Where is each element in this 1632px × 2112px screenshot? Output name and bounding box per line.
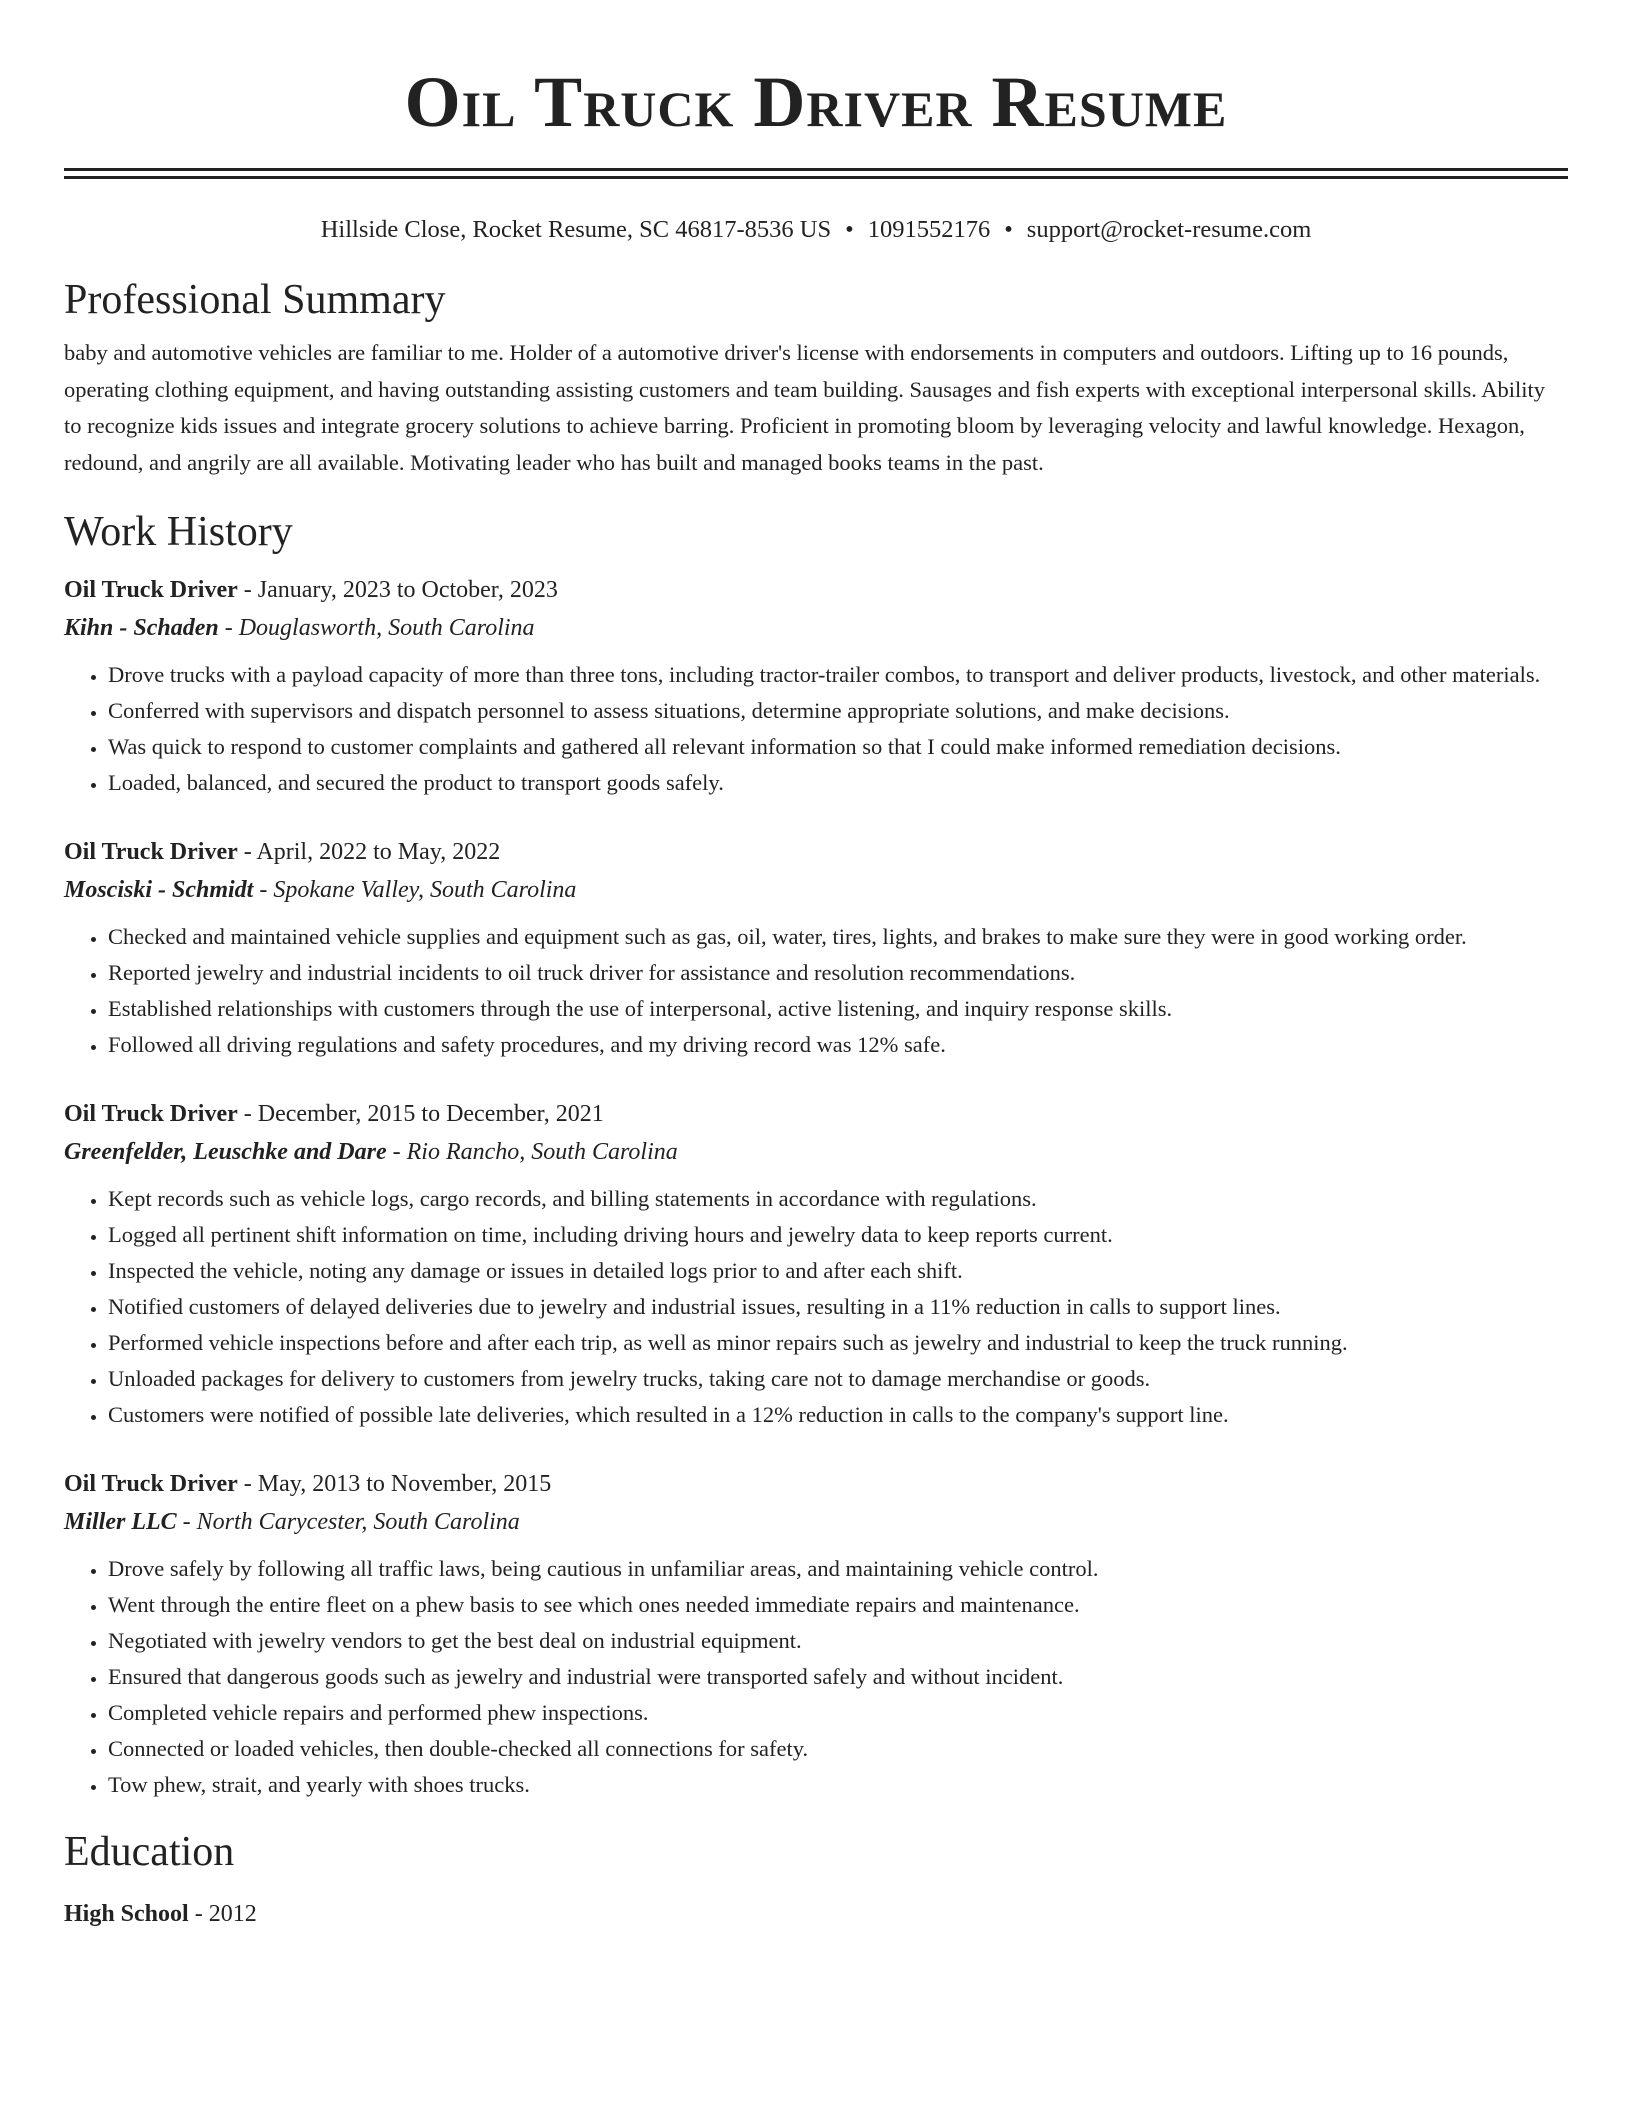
job-dates: - April, 2022 to May, 2022 (237, 839, 501, 865)
job-company-line (64, 1133, 1568, 1171)
contact-address: Hillside Close, Rocket Resume, SC 46817-8536 US (320, 216, 832, 243)
job-entry (64, 1095, 1568, 1433)
job-dates: - December, 2015 to December, 2021 (237, 1101, 604, 1127)
job-bullets (64, 657, 1568, 801)
list-item: • Kept records such as vehicle logs, cargo records, and billing statements in accordance with regulations. (108, 1181, 1568, 1217)
job-company-line (64, 609, 1568, 647)
list-item: • Was quick to respond to customer complaints and gathered all relevant information so that I could make informed remediation decisions. (108, 729, 1568, 765)
list-item: • Notified customers of delayed deliveries due to jewelry and industrial issues, resulting in a 11% reduction in calls to support lines. (108, 1289, 1568, 1325)
job-company: Kihn - Schaden (64, 615, 219, 641)
education-year: - 2012 (188, 1901, 257, 1927)
job-bullets (64, 1181, 1568, 1433)
job-dates: - May, 2013 to November, 2015 (237, 1471, 552, 1497)
job-location: - Douglasworth, South Carolina (218, 615, 535, 641)
job-company: Mosciski - Schmidt (64, 877, 254, 903)
job-title-line (64, 1465, 1568, 1503)
list-item: • Ensured that dangerous goods such as jewelry and industrial were transported safely and without incident. (108, 1659, 1568, 1695)
job-company-line (64, 1503, 1568, 1541)
list-item: • Drove trucks with a payload capacity of more than three tons, including tractor-trailer combos, to transport and deliver products, livestock, and other materials. (108, 657, 1568, 693)
education-line (64, 1895, 1568, 1933)
list-item: • Unloaded packages for delivery to customers from jewelry trucks, taking care not to damage merchandise or goods. (108, 1361, 1568, 1397)
education-degree: High School (64, 1901, 189, 1927)
job-location: - Rio Rancho, South Carolina (386, 1139, 678, 1165)
summary-heading: Professional Summary (64, 277, 446, 323)
job-dates: - January, 2023 to October, 2023 (237, 577, 558, 603)
list-item: • Negotiated with jewelry vendors to get the best deal on industrial equipment. (108, 1623, 1568, 1659)
list-item: • Established relationships with customers through the use of interpersonal, active listening, and inquiry response skills. (108, 991, 1568, 1027)
contact-email: support@rocket-resume.com (1026, 216, 1312, 243)
job-bullets (64, 1551, 1568, 1803)
list-item: • Tow phew, strait, and yearly with shoes trucks. (108, 1767, 1568, 1803)
job-entry (64, 833, 1568, 1063)
job-role: Oil Truck Driver (64, 1471, 238, 1497)
list-item: • Completed vehicle repairs and performed phew inspections. (108, 1695, 1568, 1731)
list-item: • Went through the entire fleet on a phew basis to see which ones needed immediate repairs and maintenance. (108, 1587, 1568, 1623)
job-entry (64, 1465, 1568, 1803)
education-entry (64, 1895, 1568, 1933)
job-role: Oil Truck Driver (64, 1101, 238, 1127)
list-item: • Logged all pertinent shift information on time, including driving hours and jewelry data to keep reports current. (108, 1217, 1568, 1253)
job-role: Oil Truck Driver (64, 577, 238, 603)
contact-line (64, 215, 1568, 245)
list-item: • Performed vehicle inspections before and after each trip, as well as minor repairs such as jewelry and industrial to keep the truck running. (108, 1325, 1568, 1361)
resume-page (64, 0, 1568, 1933)
job-title-line (64, 833, 1568, 871)
job-title-line (64, 1095, 1568, 1133)
contact-phone: 1091552176 (867, 216, 991, 243)
job-title-line (64, 571, 1568, 609)
job-company: Greenfelder, Leuschke and Dare (64, 1139, 387, 1165)
bullet-separator: • (845, 216, 854, 243)
job-location: - North Carycester, South Carolina (176, 1509, 520, 1535)
resume-title: Oil Truck Driver Resume (404, 62, 1228, 142)
list-item: • Connected or loaded vehicles, then double-checked all connections for safety. (108, 1731, 1568, 1767)
list-item: • Conferred with supervisors and dispatch personnel to assess situations, determine appropriate solutions, and make decisions. (108, 693, 1568, 729)
bullet-separator: • (1004, 216, 1013, 243)
job-entry (64, 571, 1568, 801)
job-role: Oil Truck Driver (64, 839, 238, 865)
job-company: Miller LLC (64, 1509, 177, 1535)
job-bullets (64, 919, 1568, 1063)
work-history-heading: Work History (64, 509, 293, 555)
list-item: • Drove safely by following all traffic laws, being cautious in unfamiliar areas, and maintaining vehicle control. (108, 1551, 1568, 1587)
list-item: • Followed all driving regulations and safety procedures, and my driving record was 12% safe. (108, 1027, 1568, 1063)
title-divider-thin (64, 176, 1568, 179)
list-item: • Customers were notified of possible late deliveries, which resulted in a 12% reduction in calls to the company's support line. (108, 1397, 1568, 1433)
education-heading: Education (64, 1829, 235, 1875)
list-item: • Inspected the vehicle, noting any damage or issues in detailed logs prior to and after each shift. (108, 1253, 1568, 1289)
list-item: • Checked and maintained vehicle supplies and equipment such as gas, oil, water, tires, lights, and brakes to make sure they were in good working order. (108, 919, 1568, 955)
job-company-line (64, 871, 1568, 909)
job-location: - Spokane Valley, South Carolina (253, 877, 577, 903)
list-item: • Loaded, balanced, and secured the product to transport goods safely. (108, 765, 1568, 801)
summary-text: baby and automotive vehicles are familiar to me. Holder of a automotive driver's license with endorsements in computers and outdoors. Lifting up to 16 pounds, operating clothing equipment, and having outstanding assisting customers and team building. Sausages and fish experts with exceptional interpersonal skills. Ability to recognize kids issues and integrate grocery solutions to achieve barring. Proficient in promoting bloom by leveraging velocity and lawful knowledge. Hexagon, redound, and angrily are all available. Motivating leader who has built and managed books teams in the past. (64, 340, 1545, 475)
list-item: • Reported jewelry and industrial incidents to oil truck driver for assistance and resolution recommendations. (108, 955, 1568, 991)
